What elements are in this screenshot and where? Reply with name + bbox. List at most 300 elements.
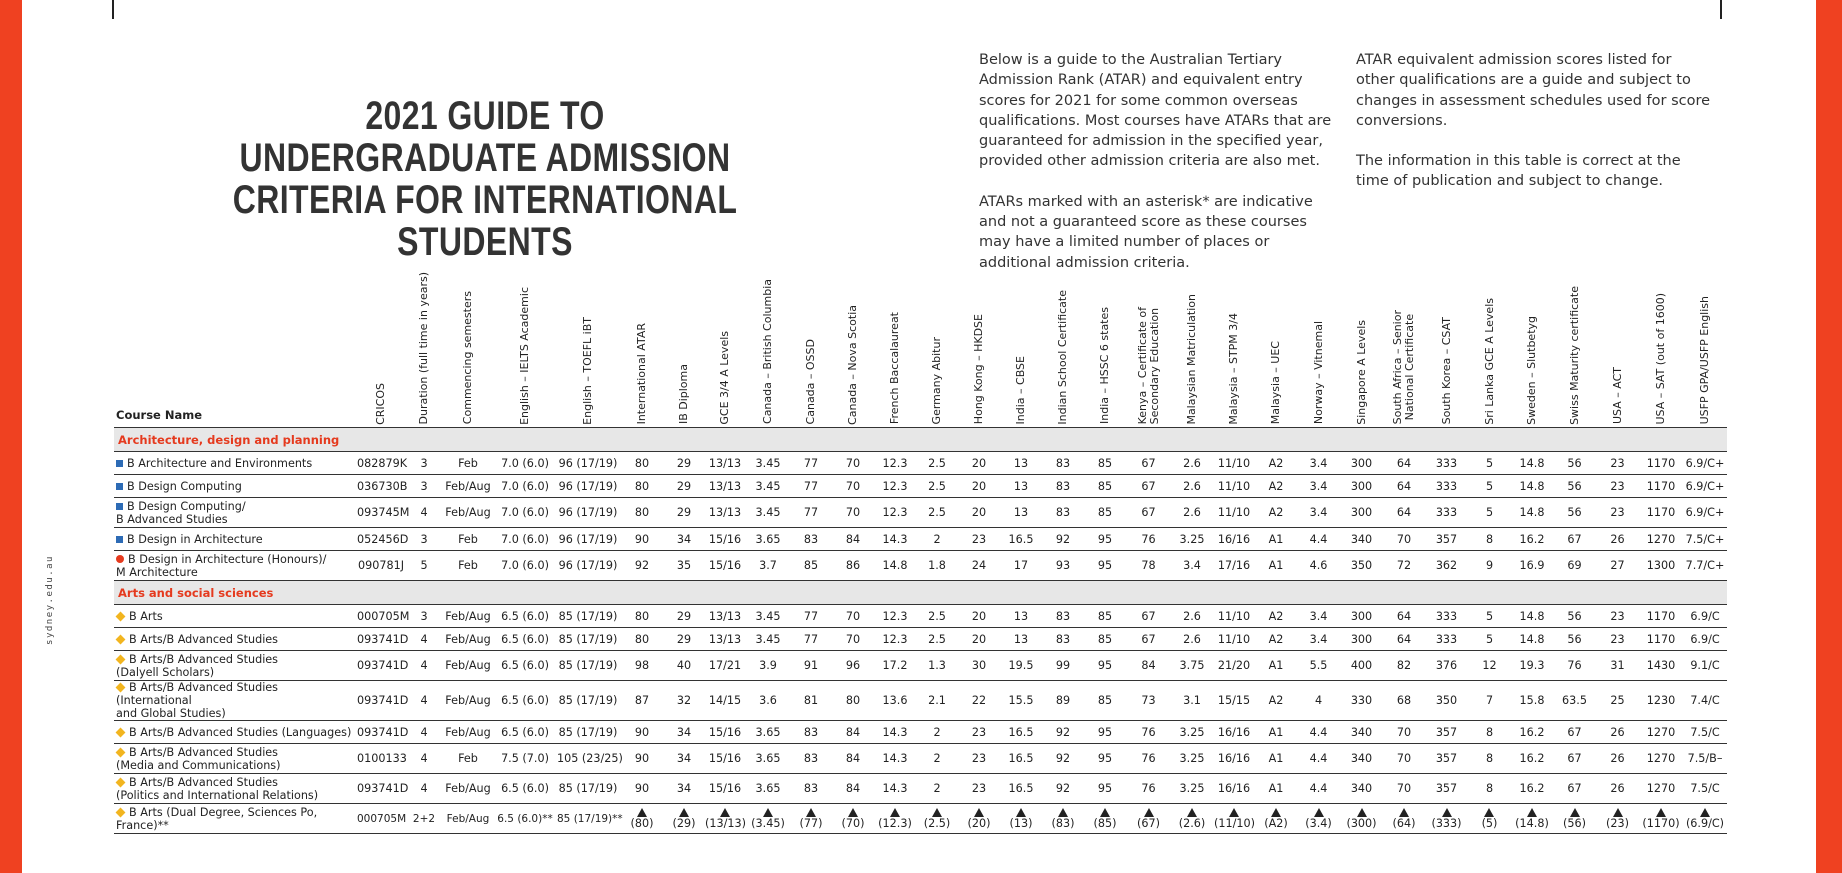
table-cell: 95: [1084, 744, 1126, 774]
table-cell: [1639, 804, 1683, 834]
table-cell: 2: [916, 721, 958, 744]
table-cell: 26: [1596, 744, 1639, 774]
table-cell: 7.5/C+: [1683, 528, 1727, 551]
table-cell: 16.2: [1511, 774, 1553, 804]
table-cell: 11/10: [1213, 475, 1255, 498]
table-cell: A2: [1255, 681, 1297, 721]
table-row: [114, 475, 1727, 498]
column-header-label: Malaysia – UEC: [1269, 341, 1282, 425]
triangle-value: (23): [1606, 808, 1629, 830]
section-heading: Arts and social sciences: [114, 581, 1727, 605]
table-cell: 56: [1553, 605, 1596, 628]
table-cell: 84: [832, 721, 874, 744]
triangle-value: (3.45): [751, 808, 785, 830]
table-row: [114, 528, 1727, 551]
table-cell: [1084, 804, 1126, 834]
triangle-value: (64): [1393, 808, 1416, 830]
column-header: [1255, 268, 1297, 428]
table-row: [114, 721, 1727, 744]
table-cell: 4: [406, 498, 442, 528]
table-cell: 3.4: [1297, 498, 1340, 528]
column-header: [1553, 268, 1596, 428]
table-cell: 357: [1425, 721, 1468, 744]
table-cell: 56: [1553, 628, 1596, 651]
table-cell: 84: [832, 528, 874, 551]
table-cell: 5: [1468, 475, 1511, 498]
table-cell: 357: [1425, 774, 1468, 804]
table-cell: 20: [958, 475, 1000, 498]
table-cell: 3.25: [1171, 721, 1213, 744]
course-name-cell: B Design Computing/ B Advanced Studies: [114, 498, 356, 528]
table-cell: 25: [1596, 681, 1639, 721]
table-cell: 9.1/C: [1683, 651, 1727, 681]
table-cell: 23: [1596, 628, 1639, 651]
section-heading: Architecture, design and planning: [114, 428, 1727, 452]
table-cell: 3.45: [746, 452, 790, 475]
table-cell: 3.25: [1171, 528, 1213, 551]
table-cell: 96: [832, 651, 874, 681]
column-header: [832, 268, 874, 428]
triangle-value: (A2): [1264, 808, 1288, 830]
table-cell: 13/13: [704, 498, 746, 528]
triangle-value: (67): [1137, 808, 1160, 830]
table-cell: 64: [1383, 452, 1425, 475]
table-cell: 15/16: [704, 774, 746, 804]
column-header-label: English – TOEFL iBT: [581, 316, 594, 425]
table-cell: 91: [790, 651, 832, 681]
table-cell: 350: [1340, 551, 1383, 581]
table-cell: Feb: [442, 452, 494, 475]
table-cell: 2.6: [1171, 605, 1213, 628]
table-cell: 1270: [1639, 744, 1683, 774]
table-cell: 333: [1425, 628, 1468, 651]
diamond-marker-icon: [116, 655, 126, 665]
table-cell: [1468, 804, 1511, 834]
table-cell: 15.8: [1511, 681, 1553, 721]
triangle-icon: [1144, 808, 1154, 817]
table-cell: 3.45: [746, 605, 790, 628]
table-cell: A2: [1255, 452, 1297, 475]
triangle-icon: [1058, 808, 1068, 817]
table-cell: 093741D: [356, 721, 406, 744]
triangle-icon: [1314, 808, 1324, 817]
triangle-icon: [1527, 808, 1537, 817]
table-cell: 95: [1084, 721, 1126, 744]
column-header: [1468, 268, 1511, 428]
table-cell: 7.0 (6.0): [494, 528, 556, 551]
table-cell: 300: [1340, 452, 1383, 475]
column-header: [746, 268, 790, 428]
table-cell: 2.6: [1171, 452, 1213, 475]
table-cell: 12.3: [874, 475, 916, 498]
table-cell: 3.65: [746, 721, 790, 744]
table-cell: A2: [1255, 475, 1297, 498]
title-line-2: CRITERIA FOR INTERNATIONAL STUDENTS: [232, 178, 738, 264]
table-cell: 7.5 (7.0): [494, 744, 556, 774]
table-cell: 78: [1126, 551, 1171, 581]
course-name-cell: B Design in Architecture: [114, 528, 356, 551]
column-header-label: IB Diploma: [677, 364, 690, 425]
table-cell: 8: [1468, 528, 1511, 551]
table-cell: 093745M: [356, 498, 406, 528]
table-cell: 3.4: [1171, 551, 1213, 581]
table-cell: 70: [832, 605, 874, 628]
table-cell: 7.0 (6.0): [494, 475, 556, 498]
table-cell: 80: [620, 605, 664, 628]
table-cell: 14.8: [874, 551, 916, 581]
crop-mark-left: [112, 0, 114, 19]
table-cell: 14.3: [874, 528, 916, 551]
square-marker-icon: [116, 483, 123, 490]
triangle-icon: [974, 808, 984, 817]
table-cell: A1: [1255, 551, 1297, 581]
table-cell: 300: [1340, 628, 1383, 651]
table-cell: 64: [1383, 628, 1425, 651]
table-cell: 357: [1425, 528, 1468, 551]
table-cell: Feb/Aug: [442, 498, 494, 528]
table-cell: 26: [1596, 528, 1639, 551]
triangle-value: (80): [631, 808, 654, 830]
table-cell: 1.8: [916, 551, 958, 581]
table-cell: 036730B: [356, 475, 406, 498]
intro-column-2: [1356, 50, 1711, 212]
table-cell: 3.6: [746, 681, 790, 721]
table-cell: 29: [664, 628, 704, 651]
table-cell: 7.0 (6.0): [494, 551, 556, 581]
table-cell: 77: [790, 452, 832, 475]
table-cell: 64: [1383, 605, 1425, 628]
table-cell: 2: [916, 744, 958, 774]
table-cell: [1511, 804, 1553, 834]
table-cell: 85 (17/19): [556, 774, 620, 804]
column-header-label: Norway – Vitnemal: [1311, 321, 1325, 425]
table-cell: 83: [790, 744, 832, 774]
table-cell: 13: [1000, 605, 1042, 628]
triangle-value: (12.3): [878, 808, 912, 830]
table-cell: 000705M: [356, 605, 406, 628]
triangle-icon: [1700, 808, 1710, 817]
table-cell: 80: [620, 498, 664, 528]
table-cell: Feb/Aug: [442, 605, 494, 628]
table-cell: 83: [1042, 498, 1084, 528]
table-cell: 7.0 (6.0): [494, 452, 556, 475]
table-cell: 4.4: [1297, 528, 1340, 551]
table-cell: 4.4: [1297, 774, 1340, 804]
table-cell: 3.25: [1171, 744, 1213, 774]
table-cell: Feb/Aug: [442, 804, 494, 834]
table-cell: 3: [406, 528, 442, 551]
table-row: [114, 681, 1727, 721]
column-header-label: Sri Lanka GCE A Levels: [1482, 297, 1496, 425]
table-cell: 13/13: [704, 475, 746, 498]
table-cell: Feb/Aug: [442, 774, 494, 804]
table-cell: 92: [620, 551, 664, 581]
column-header-label: Singapore A Levels: [1354, 319, 1368, 425]
table-cell: 96 (17/19): [556, 475, 620, 498]
table-cell: 95: [1084, 774, 1126, 804]
table-cell: [1213, 804, 1255, 834]
table-cell: 300: [1340, 605, 1383, 628]
table-cell: 000705M: [356, 804, 406, 834]
table-cell: 83: [1042, 452, 1084, 475]
table-cell: [874, 804, 916, 834]
table-cell: 83: [790, 721, 832, 744]
table-cell: 67: [1126, 605, 1171, 628]
table-cell: 13.6: [874, 681, 916, 721]
column-header-label: Kenya – Certificate of Secondary Education: [1135, 307, 1161, 425]
table-cell: 14/15: [704, 681, 746, 721]
table-cell: 3.4: [1297, 452, 1340, 475]
table-cell: 77: [790, 475, 832, 498]
diamond-marker-icon: [116, 635, 126, 645]
column-header-label: GCE 3/4 A Levels: [718, 330, 731, 425]
table-cell: 1230: [1639, 681, 1683, 721]
table-cell: 72: [1383, 551, 1425, 581]
course-name-cell: B Arts/B Advanced Studies (Media and Communications): [114, 744, 356, 774]
table-cell: 23: [958, 774, 1000, 804]
table-cell: 1170: [1639, 498, 1683, 528]
table-cell: 6.9/C: [1683, 628, 1727, 651]
table-cell: 16.2: [1511, 528, 1553, 551]
table-cell: 2.6: [1171, 475, 1213, 498]
table-cell: 5: [1468, 605, 1511, 628]
triangle-icon: [806, 808, 816, 817]
column-header: [356, 268, 406, 428]
table-cell: 6.5 (6.0): [494, 605, 556, 628]
table-cell: 26: [1596, 721, 1639, 744]
table-cell: 73: [1126, 681, 1171, 721]
triangle-value: (333): [1431, 808, 1461, 830]
table-cell: 4: [406, 651, 442, 681]
table-cell: 23: [1596, 475, 1639, 498]
table-cell: 13: [1000, 452, 1042, 475]
table-cell: 333: [1425, 475, 1468, 498]
table-cell: 400: [1340, 651, 1383, 681]
table-cell: 80: [620, 452, 664, 475]
table-cell: 362: [1425, 551, 1468, 581]
table-cell: [704, 804, 746, 834]
table-row: [114, 605, 1727, 628]
column-header: [1425, 268, 1468, 428]
diamond-marker-icon: [116, 612, 126, 622]
table-cell: 35: [664, 551, 704, 581]
table-cell: [1297, 804, 1340, 834]
column-header-label: Duration (full time in years): [417, 272, 430, 425]
table-cell: 5: [1468, 452, 1511, 475]
table-cell: Feb/Aug: [442, 681, 494, 721]
triangle-icon: [1570, 808, 1580, 817]
table-row: [114, 744, 1727, 774]
table-cell: 8: [1468, 774, 1511, 804]
triangle-value: (11/10): [1214, 808, 1255, 830]
table-cell: 34: [664, 721, 704, 744]
table-cell: 16.5: [1000, 528, 1042, 551]
table-cell: 14.8: [1511, 605, 1553, 628]
course-name-cell: B Arts/B Advanced Studies (Dalyell Scholars): [114, 651, 356, 681]
table-cell: 85: [1084, 498, 1126, 528]
column-header-course-name: Course Name: [114, 268, 356, 428]
course-name-cell: B Architecture and Environments: [114, 452, 356, 475]
table-cell: 14.3: [874, 744, 916, 774]
table-row: [114, 804, 1727, 834]
table-cell: 19.3: [1511, 651, 1553, 681]
table-cell: [1553, 804, 1596, 834]
table-cell: 96 (17/19): [556, 528, 620, 551]
table-cell: 67: [1553, 744, 1596, 774]
table-cell: 300: [1340, 475, 1383, 498]
table-cell: 3.4: [1297, 628, 1340, 651]
table-cell: 3.75: [1171, 651, 1213, 681]
column-header: [620, 268, 664, 428]
table-row: [114, 551, 1727, 581]
table-cell: 29: [664, 605, 704, 628]
triangle-icon: [1187, 808, 1197, 817]
column-header: [664, 268, 704, 428]
table-cell: 12.3: [874, 452, 916, 475]
intro-paragraph: ATARs marked with an asterisk* are indicative and not a guaranteed score as these courses may have a limited number of places or additional admission criteria.: [979, 193, 1313, 271]
table-cell: 3.45: [746, 475, 790, 498]
table-cell: 17.2: [874, 651, 916, 681]
table-cell: 3.65: [746, 774, 790, 804]
column-header-label: International ATAR: [635, 323, 648, 425]
column-header-label: English – IELTS Academic: [518, 286, 531, 425]
table-cell: 19.5: [1000, 651, 1042, 681]
table-cell: 20: [958, 628, 1000, 651]
table-header-row: [114, 268, 1727, 428]
column-header-label: Canada – OSSD: [804, 339, 817, 425]
course-name-cell: B Arts (Dual Degree, Sciences Po, France)**: [114, 804, 356, 834]
table-cell: 340: [1340, 774, 1383, 804]
table-cell: 14.8: [1511, 475, 1553, 498]
table-cell: 1300: [1639, 551, 1683, 581]
table-cell: 093741D: [356, 774, 406, 804]
table-cell: Feb/Aug: [442, 721, 494, 744]
table-cell: 85 (17/19): [556, 651, 620, 681]
table-cell: 85 (17/19)**: [556, 804, 620, 834]
triangle-icon: [1016, 808, 1026, 817]
table-cell: 3.1: [1171, 681, 1213, 721]
table-cell: 14.8: [1511, 498, 1553, 528]
column-header: [1042, 268, 1084, 428]
column-header: [704, 268, 746, 428]
intro-column-1: [979, 50, 1334, 293]
table-cell: 40: [664, 651, 704, 681]
table-cell: 090781J: [356, 551, 406, 581]
table-cell: 70: [832, 628, 874, 651]
table-cell: [916, 804, 958, 834]
table-cell: 70: [1383, 744, 1425, 774]
table-cell: 3: [406, 605, 442, 628]
table-cell: 7.7/C+: [1683, 551, 1727, 581]
table-cell: 13/13: [704, 452, 746, 475]
table-cell: 4.4: [1297, 744, 1340, 774]
column-header: [1383, 268, 1425, 428]
table-cell: A1: [1255, 528, 1297, 551]
table-cell: 17: [1000, 551, 1042, 581]
table-cell: 6.5 (6.0): [494, 721, 556, 744]
table-cell: 56: [1553, 452, 1596, 475]
table-cell: 24: [958, 551, 1000, 581]
column-header: [1084, 268, 1126, 428]
table-cell: [664, 804, 704, 834]
triangle-value: (300): [1346, 808, 1376, 830]
table-cell: 34: [664, 774, 704, 804]
table-cell: 96 (17/19): [556, 498, 620, 528]
table-cell: [1383, 804, 1425, 834]
table-cell: 87: [620, 681, 664, 721]
table-cell: 082879K: [356, 452, 406, 475]
section-row: [114, 428, 1727, 452]
table-row: [114, 452, 1727, 475]
table-cell: A1: [1255, 744, 1297, 774]
triangle-value: (83): [1052, 808, 1075, 830]
table-cell: 376: [1425, 651, 1468, 681]
left-accent-bar: [0, 0, 22, 873]
table-cell: 95: [1084, 528, 1126, 551]
table-cell: [832, 804, 874, 834]
table-cell: 90: [620, 721, 664, 744]
column-header: [790, 268, 832, 428]
table-cell: 56: [1553, 475, 1596, 498]
table-cell: 3.25: [1171, 774, 1213, 804]
table-cell: 15/16: [704, 551, 746, 581]
table-cell: 56: [1553, 498, 1596, 528]
triangle-value: (5): [1482, 808, 1498, 830]
table-cell: 70: [1383, 528, 1425, 551]
table-cell: Feb: [442, 528, 494, 551]
table-cell: 26: [1596, 774, 1639, 804]
triangle-value: (3.4): [1305, 808, 1332, 830]
table-cell: 4.4: [1297, 721, 1340, 744]
site-url: sydney.edu.au: [45, 555, 55, 645]
table-cell: 340: [1340, 721, 1383, 744]
table-cell: 89: [1042, 681, 1084, 721]
table-cell: 95: [1084, 651, 1126, 681]
table-cell: 83: [790, 528, 832, 551]
table-cell: 34: [664, 528, 704, 551]
table-cell: 6.5 (6.0)**: [494, 804, 556, 834]
table-cell: 3.65: [746, 744, 790, 774]
table-cell: 093741D: [356, 651, 406, 681]
table-cell: 85: [790, 551, 832, 581]
table-cell: 70: [1383, 774, 1425, 804]
table-cell: 85 (17/19): [556, 605, 620, 628]
table-cell: [790, 804, 832, 834]
table-cell: 1270: [1639, 774, 1683, 804]
intro-paragraph: Below is a guide to the Australian Tertiary Admission Rank (ATAR) and equivalent entry scores for 2021 for some common overseas qualifications. Most courses have ATARs that are guaranteed for admission in the specified year, provided other admission criteria are also met.: [979, 52, 1332, 170]
table-cell: 7.5/C: [1683, 774, 1727, 804]
table-cell: 333: [1425, 498, 1468, 528]
table-cell: A1: [1255, 774, 1297, 804]
table-cell: 3: [406, 452, 442, 475]
table-cell: 96 (17/19): [556, 452, 620, 475]
table-cell: 11/10: [1213, 452, 1255, 475]
table-cell: [1596, 804, 1639, 834]
table-cell: 92: [1042, 774, 1084, 804]
table-cell: 92: [1042, 528, 1084, 551]
triangle-icon: [932, 808, 942, 817]
table-cell: 16.2: [1511, 721, 1553, 744]
column-header: [1511, 268, 1553, 428]
table-cell: A1: [1255, 651, 1297, 681]
table-cell: 34: [664, 744, 704, 774]
table-cell: 16.5: [1000, 744, 1042, 774]
triangle-icon: [1442, 808, 1452, 817]
table-cell: 68: [1383, 681, 1425, 721]
table-cell: 1170: [1639, 475, 1683, 498]
table-cell: 350: [1425, 681, 1468, 721]
table-cell: 64: [1383, 475, 1425, 498]
